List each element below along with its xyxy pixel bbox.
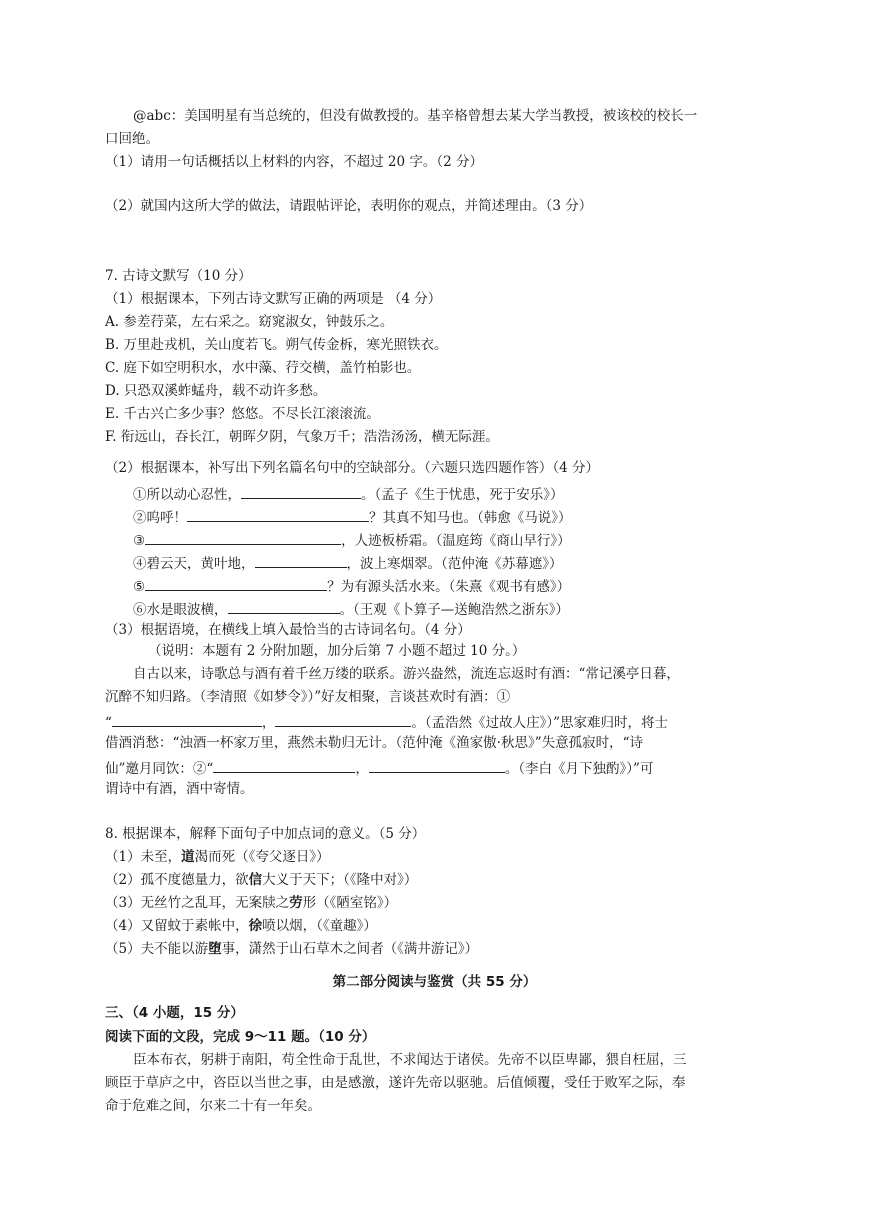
fill-line-4 <box>133 555 563 572</box>
passage-line-6: 谓诗中有酒，酒中寄情。 <box>105 781 254 797</box>
q8-item-1 <box>105 851 330 865</box>
answer-blank[interactable] <box>228 601 340 614</box>
answer-blank[interactable] <box>187 509 369 522</box>
dotted-word: 堕 <box>208 941 222 957</box>
fill-4-prefix: ④碧云天，黄叶地， <box>133 556 255 572</box>
option-a: A. 参差荇菜，左右采之。窈窕淑女，钟鼓乐之。 <box>105 314 394 330</box>
item-text: 渴而死（《夸父逐日》） <box>194 849 330 865</box>
passage-line-5-tail: 。（李白《月下独酌》）”可 <box>504 761 654 777</box>
q8-item-5 <box>105 943 478 957</box>
fill-6-prefix: ⑥水是眼波横， <box>133 602 228 618</box>
fill-2-prefix: ②呜呼！ <box>133 510 187 526</box>
answer-blank[interactable] <box>255 555 347 568</box>
option-e: E. 千古兴亡多少事？悠悠。不尽长江滚滚流。 <box>105 406 380 422</box>
q8-item-4 <box>105 920 377 934</box>
dotted-word: 劳 <box>289 895 303 911</box>
question-7-part-1: （1）根据课本，下列古诗文默写正确的两项是 （4 分） <box>105 291 442 307</box>
part-2-title: 第二部分阅读与鉴赏（共 55 分） <box>332 974 537 990</box>
fill-2-suffix: ？其真不知马也。（韩愈《马说》） <box>369 510 572 526</box>
fill-line-2 <box>133 509 572 526</box>
fill-line-1 <box>133 486 564 503</box>
dotted-word: 信 <box>248 872 263 888</box>
answer-blank[interactable] <box>112 714 262 727</box>
q8-item-2 <box>105 874 417 888</box>
passage-line-3 <box>105 714 668 731</box>
answer-blank[interactable] <box>369 760 505 773</box>
item-text: （2）孤不度德量力，欲 <box>105 872 249 888</box>
item-text: （4）又留蚊于素帐中， <box>105 918 249 934</box>
question-6-2: （2）就国内这所大学的做法，请跟帖评论，表明你的观点，并简述理由。（3 分） <box>105 198 593 214</box>
answer-blank[interactable] <box>213 760 355 773</box>
fill-1-suffix: 。（孟子《生于忧患，死于安乐》） <box>361 487 564 503</box>
comma: ， <box>261 715 276 731</box>
question-7-part-2: （2）根据课本，补写出下列名篇名句中的空缺部分。（六题只选四题作答）（4 分） <box>105 460 599 476</box>
question-6-1: （1）请用一句话概括以上材料的内容，不超过 20 字。（2 分） <box>105 154 483 170</box>
reading-instruction: 阅读下面的文段，完成 9～11 题。（10 分） <box>105 1029 376 1045</box>
dotted-word: 徐 <box>248 918 263 934</box>
fill-line-3 <box>133 532 571 549</box>
section-3-heading: 三、（4 小题，15 分） <box>105 1005 244 1021</box>
item-text: （5）夫不能以游 <box>105 941 209 957</box>
option-c: C. 庭下如空明积水，水中藻、荇交横，盖竹柏影也。 <box>105 360 421 376</box>
material-line-2: 口回绝。 <box>105 131 159 147</box>
item-text: （1）未至， <box>105 849 182 865</box>
fill-4-suffix: ，波上寒烟翠。（范仲淹《苏幕遮》） <box>346 556 563 572</box>
text-line-2: 顾臣于草庐之中，咨臣以当世之事，由是感激，遂许先帝以驱驰。后值倾覆，受任于败军之际，奉 <box>105 1075 686 1091</box>
passage-line-3-tail: 。（孟浩然《过故人庄》）”思家难归时，将士 <box>411 715 669 731</box>
answer-blank[interactable] <box>275 714 411 727</box>
option-d: D. 只恐双溪蚱蜢舟，载不动许多愁。 <box>105 383 327 399</box>
item-text: （3）无丝竹之乱耳，无案牍之 <box>105 895 290 911</box>
material-line-1: @abc：美国明星有当总统的，但没有做教授的。基辛格曾想去某大学当教授，被该校的校长一 <box>133 108 698 124</box>
option-b: B. 万里赴戎机，关山度若飞。朔气传金柝，寒光照铁衣。 <box>105 337 448 353</box>
passage-line-2: 沉醉不知归路。（李清照《如梦令》）”好友相聚，言谈甚欢时有酒：① <box>105 689 511 705</box>
option-f: F. 衔远山，吞长江，朝晖夕阴，气象万千；浩浩汤汤，横无际涯。 <box>105 429 499 445</box>
fill-3-suffix: ，人迹板桥霜。（温庭筠《商山早行》） <box>341 533 571 549</box>
open-quote: “ <box>105 715 112 731</box>
answer-blank[interactable] <box>241 486 361 499</box>
item-text: 喷以烟，（《童趣》） <box>262 918 377 934</box>
question-7-title: 7. 古诗文默写（10 分） <box>105 268 252 284</box>
bonus-note: （说明：本题有 2 分附加题，加分后第 7 小题不超过 10 分。） <box>148 643 526 659</box>
passage-line-1: 自古以来，诗歌总与酒有着千丝万缕的联系。游兴盎然，流连忘返时有酒：“常记溪亭日暮， <box>133 666 680 682</box>
passage-line-5-head: 仙”邀月同饮：②“ <box>105 761 214 777</box>
q8-item-3 <box>105 897 397 911</box>
fill-6-suffix: 。（王观《卜算子—送鲍浩然之浙东》） <box>339 602 569 618</box>
text-line-1: 臣本布衣，躬耕于南阳，苟全性命于乱世，不求闻达于诸侯。先帝不以臣卑鄙，猥自枉屈，三 <box>133 1052 687 1068</box>
dotted-word: 道 <box>181 849 195 865</box>
fill-5-prefix: ⑤ <box>133 579 146 595</box>
item-text: 大义于天下；（《隆中对》） <box>262 872 418 888</box>
answer-blank[interactable] <box>145 578 327 591</box>
text-line-3: 命于危难之间，尔来二十有一年矣。 <box>105 1098 321 1114</box>
fill-line-6 <box>133 601 569 618</box>
item-text: 形（《陋室铭》） <box>302 895 398 911</box>
comma: ， <box>355 761 369 777</box>
passage-line-5 <box>105 760 653 777</box>
fill-1-prefix: ①所以动心忍性， <box>133 487 241 503</box>
question-8-title: 8. 根据课本，解释下面句子中加点词的意义。（5 分） <box>105 826 426 842</box>
answer-blank[interactable] <box>145 532 341 545</box>
item-text: 事，潇然于山石草木之间者（《满井游记》） <box>221 941 479 957</box>
passage-line-4: 借酒消愁：“浊酒一杯家万里，燕然未勒归无计。（范仲淹《渔家傲·秋思》”失意孤寂时，“诗 <box>105 735 643 751</box>
fill-5-suffix: ？为有源头活水来。（朱熹《观书有感》） <box>327 579 571 595</box>
question-7-part-3: （3）根据语境，在横线上填入最恰当的古诗词名句。（4 分） <box>105 622 471 638</box>
fill-3-prefix: ③ <box>133 533 146 549</box>
fill-line-5 <box>133 578 570 595</box>
